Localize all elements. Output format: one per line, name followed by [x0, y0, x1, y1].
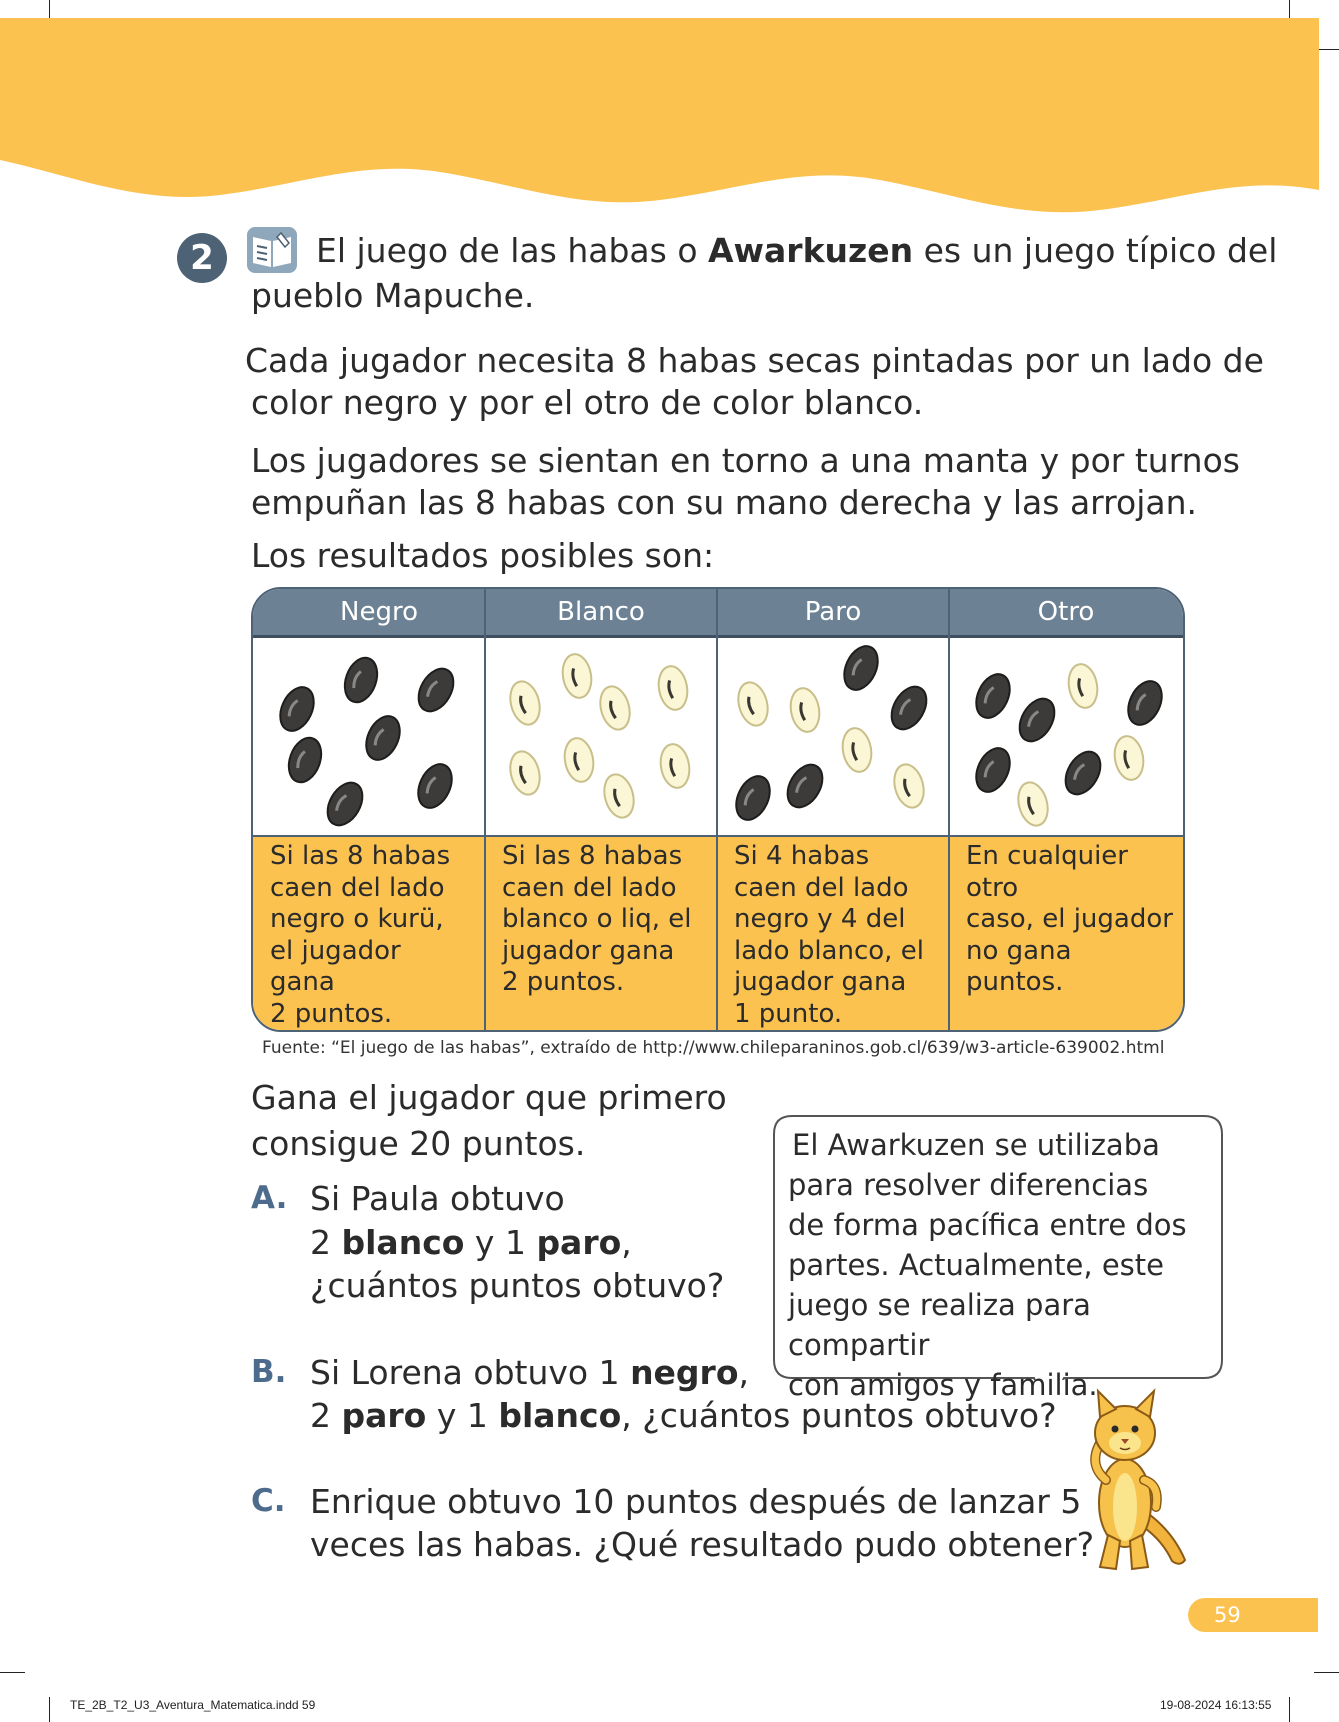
crop-mark	[1289, 1697, 1290, 1722]
crop-mark	[49, 1697, 50, 1722]
question-a-line-1: Si Paula obtuvo	[310, 1179, 565, 1218]
question-b-line-2: 2 paro y 1 blanco, ¿cuántos puntos obtuvo?	[310, 1396, 1057, 1435]
cell-blanco-beans	[506, 652, 693, 821]
column-divider	[716, 589, 718, 1030]
page-number: 59	[1188, 1598, 1318, 1632]
question-c-letter: C.	[251, 1483, 286, 1519]
source-citation: Fuente: “El juego de las habas”, extraído de http://www.chileparaninos.gob.cl/639/w3-article-639002.html	[262, 1038, 1165, 1058]
beans-illustrations	[253, 638, 1183, 835]
header-otro: Otro	[1037, 597, 1095, 627]
question-a-letter: A.	[251, 1180, 288, 1216]
description-paro: Si 4 habas caen del lado negro y 4 del lado blanco, el jugador gana 1 punto.	[734, 841, 924, 1029]
crop-mark	[0, 1672, 25, 1673]
exercise-number-badge: 2	[177, 233, 227, 283]
book-icon	[245, 225, 299, 275]
description-blanco: Si las 8 habas caen del lado blanco o liq, el jugador gana 2 puntos.	[502, 841, 692, 997]
rules-line-2: consigue 20 puntos.	[251, 1124, 586, 1163]
results-table	[251, 587, 1185, 1032]
cat-mascot-illustration	[1060, 1385, 1190, 1575]
footer-timestamp: 19-08-2024 16:13:55	[1160, 1698, 1272, 1712]
awarkuzen-term: Awarkuzen	[708, 231, 914, 270]
header-negro: Negro	[340, 597, 418, 627]
description-negro: Si las 8 habas caen del lado negro o kurü, el jugador gana 2 puntos.	[270, 841, 451, 1029]
table-header	[253, 589, 1183, 638]
question-c-line-2: veces las habas. ¿Qué resultado pudo obtener?	[310, 1525, 1095, 1564]
column-divider	[484, 589, 486, 1030]
results-heading: Los resultados posibles son:	[251, 536, 715, 575]
paragraph-beans-line-1: Cada jugador necesita 8 habas secas pintadas por un lado de	[245, 341, 1264, 380]
question-a-line-2: 2 blanco y 1 paro,	[310, 1223, 632, 1262]
speech-bubble-text: El Awarkuzen se utilizaba para resolver diferencias de forma pacífica entre dos partes. Actualmente, este juego se realiza para compartir con amigos y familia.	[788, 1128, 1187, 1402]
paragraph-beans-line-2: color negro y por el otro de color blanco.	[251, 383, 924, 422]
cell-paro-beans	[730, 641, 934, 825]
question-b-line-1: Si Lorena obtuvo 1 negro,	[310, 1353, 750, 1392]
question-a-line-3: ¿cuántos puntos obtuvo?	[310, 1266, 725, 1305]
header-paro: Paro	[804, 597, 862, 627]
beans-image-row	[253, 638, 1183, 835]
paragraph-players-line-1: Los jugadores se sientan en torno a una manta y por turnos	[251, 441, 1240, 480]
cell-negro-beans	[274, 653, 461, 831]
rules-line-1: Gana el jugador que primero	[251, 1078, 727, 1117]
cell-otro-beans	[970, 662, 1169, 829]
description-otro: En cualquier otro caso, el jugador no gana puntos.	[966, 841, 1173, 997]
question-b-letter: B.	[251, 1354, 287, 1390]
intro-line-1: El juego de las habas o Awarkuzen es un juego típico del	[316, 231, 1278, 270]
question-c-line-1: Enrique obtuvo 10 puntos después de lanzar 5	[310, 1482, 1082, 1521]
header-wave-band	[0, 0, 1339, 230]
paragraph-players-line-2: empuñan las 8 habas con su mano derecha y las arrojan.	[251, 483, 1197, 522]
header-blanco: Blanco	[557, 597, 645, 627]
column-divider	[948, 589, 950, 1030]
crop-mark	[1314, 1672, 1339, 1673]
footer-filename: TE_2B_T2_U3_Aventura_Matematica.indd 59	[70, 1698, 316, 1712]
intro-line-2: pueblo Mapuche.	[251, 276, 535, 315]
